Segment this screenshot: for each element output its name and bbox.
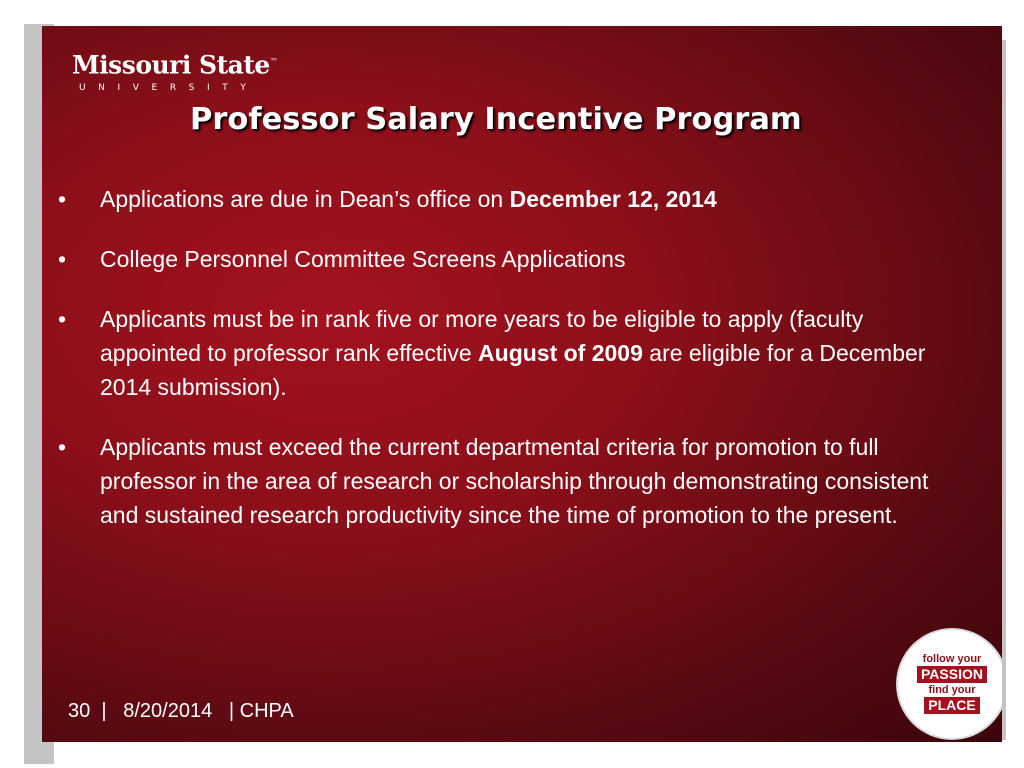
slide <box>42 26 1002 742</box>
footer-date: 8/20/2014 <box>123 700 213 722</box>
badge-line-1: follow your <box>922 653 982 665</box>
bullet-emphasis: August of 2009 <box>478 340 643 366</box>
bullet-emphasis: December 12, 2014 <box>509 186 717 212</box>
bullet-item <box>58 242 958 276</box>
logo-trademark: ™ <box>269 57 278 66</box>
bullet-text: Applicants must exceed the current departmental criteria for promotion to full professor in the area of research or scholarship through demonstrating consistent and sustained research productivity since the time of promotion to the present. <box>100 434 929 528</box>
logo-wordmark: Missouri State <box>72 50 270 80</box>
badge-line-2: PASSION <box>917 666 987 683</box>
missouri-state-logo <box>72 48 277 93</box>
bullet-icon: • <box>58 186 67 212</box>
bullet-item <box>58 182 958 216</box>
bullet-text-continued: are eligible for a December 2014 submission). <box>100 340 926 400</box>
logo-subtitle: UNIVERSITY <box>79 83 259 94</box>
bullet-icon: • <box>58 246 67 272</box>
badge-line-3: find your <box>928 684 976 696</box>
follow-your-passion-badge <box>898 630 1002 738</box>
slide-footer <box>68 700 294 723</box>
bullet-item <box>58 302 958 404</box>
bullet-item <box>58 430 958 532</box>
bullet-icon: • <box>58 306 67 332</box>
page-number: 30 <box>68 700 91 722</box>
bullet-text: Applicants must be in rank five or more years to be eligible to apply (faculty appointed to professor rank effective <box>100 306 864 366</box>
bullet-icon: • <box>58 434 67 460</box>
footer-separator: | <box>228 700 235 722</box>
badge-line-4: PLACE <box>924 697 979 714</box>
bullet-list <box>58 182 958 558</box>
footer-separator: | <box>101 700 107 722</box>
slide-title: Professor Salary Incentive Program <box>190 102 802 137</box>
bullet-text: Applications are due in Dean’s office on <box>100 186 510 212</box>
bullet-text: College Personnel Committee Screens Applications <box>100 246 626 272</box>
footer-department: CHPA <box>239 700 294 722</box>
